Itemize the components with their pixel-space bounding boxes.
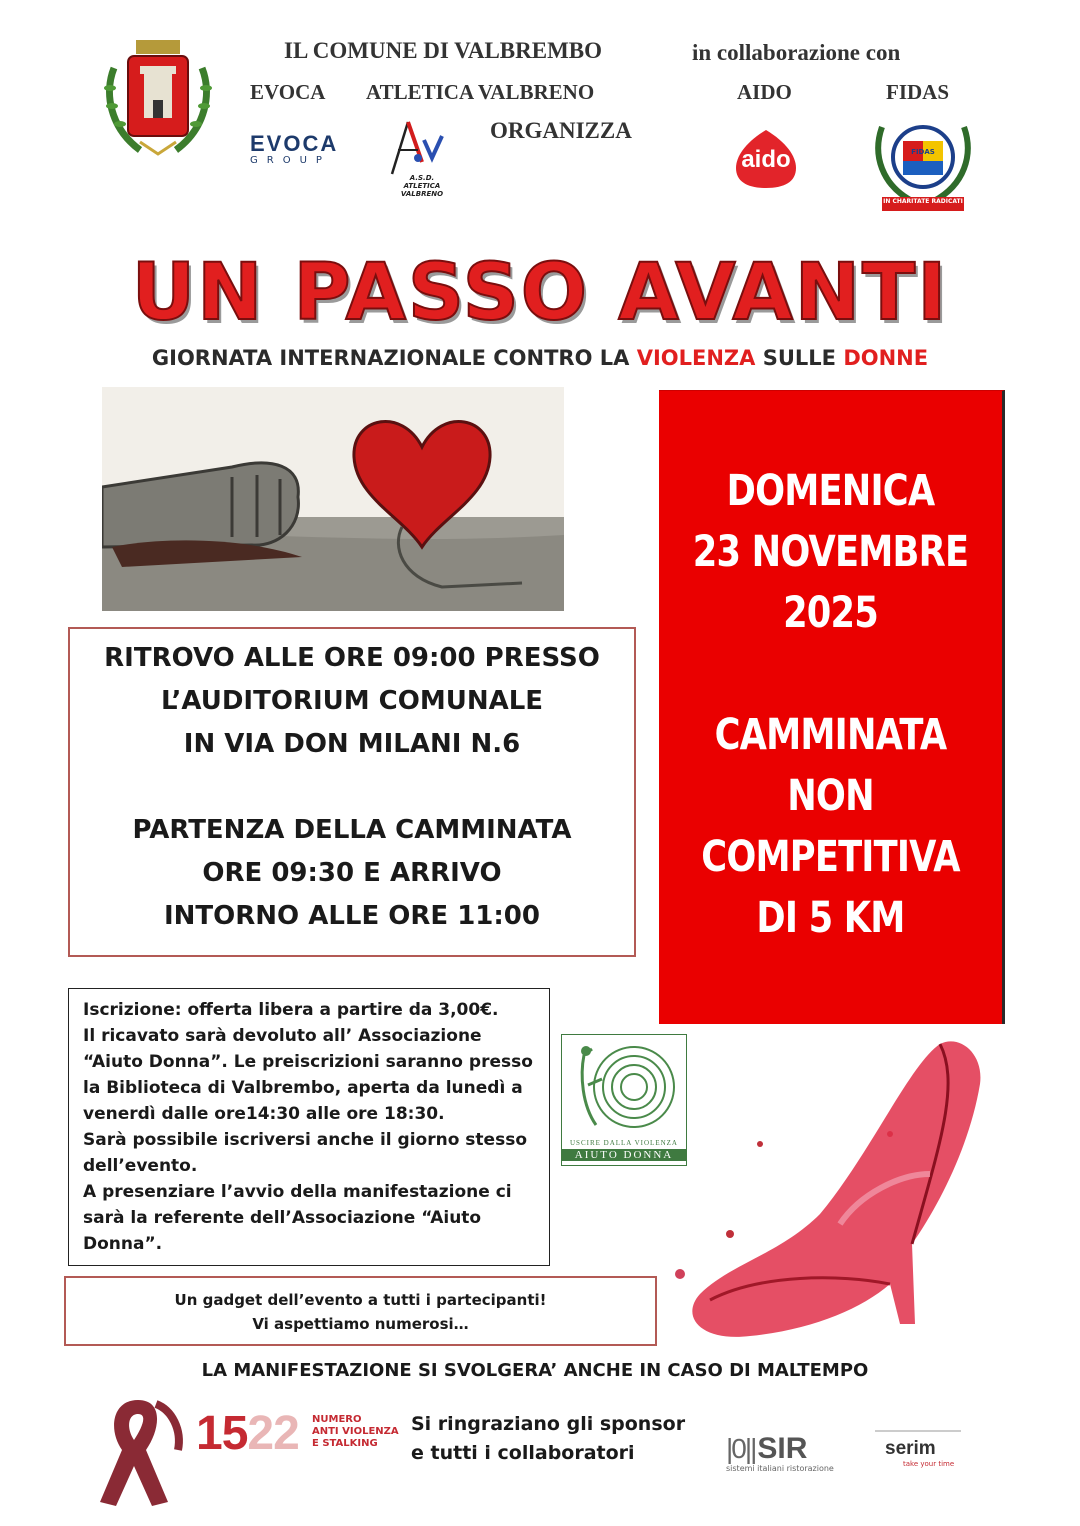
date-day: DOMENICA (726, 466, 935, 516)
serim-logo-sub: take your time (903, 1460, 955, 1468)
thanks-l1: Si ringraziano gli sponsor (411, 1413, 686, 1435)
hotline-lab2: ANTI VIOLENZA (312, 1426, 399, 1437)
reg-l6: Sarà possibile iscriversi anche il giorno stesso (83, 1130, 527, 1150)
header-atletica: ATLETICA VALBRENO (366, 80, 595, 104)
reg-l1: Iscrizione: offerta libera a partire da 3,00€. (83, 1000, 499, 1020)
gadget-l1: Un gadget dell’evento a tutti i partecipanti! (174, 1291, 547, 1309)
header-comune: IL COMUNE DI VALBREMBO (284, 38, 603, 63)
hotline-lab1: NUMERO (312, 1414, 362, 1425)
red-shoe-illustration (640, 1024, 1020, 1356)
aido-logo-text: aido (741, 146, 791, 173)
meeting-l5: ORE 09:30 E ARRIVO (202, 858, 502, 888)
weather-notice: LA MANIFESTAZIONE SI SVOLGERA’ ANCHE IN CASO DI MALTEMPO (201, 1360, 869, 1381)
hotline-lab3: E STALKING (312, 1438, 378, 1449)
sir-logo-text: SIR (757, 1432, 808, 1465)
meeting-l6: INTORNO ALLE ORE 11:00 (164, 901, 540, 931)
aiuto-donna-top: USCIRE DALLA VIOLENZA (570, 1139, 678, 1147)
event-title: UN PASSO AVANTI (131, 248, 949, 338)
hotline-n1: 15 (196, 1407, 248, 1460)
gadget-l2: Vi aspettiamo numerosi… (252, 1315, 469, 1333)
header-evoca: EVOCA (250, 80, 326, 104)
date-year: 2025 (783, 588, 878, 638)
subtitle-part1: GIORNATA INTERNAZIONALE CONTRO LA (151, 346, 637, 370)
header-aido: AIDO (737, 80, 792, 104)
reg-l8: A presenziare l’avvio della manifestazione ci (83, 1182, 512, 1202)
sir-logo (726, 1432, 834, 1473)
subtitle-violenza: VIOLENZA (636, 346, 756, 370)
aiuto-donna-name: AIUTO DONNA (562, 1149, 686, 1161)
sir-logo-sub: sistemi italiani ristorazione (726, 1464, 834, 1473)
date-month: 23 NOVEMBRE (692, 527, 969, 577)
event-subtitle (0, 346, 1080, 370)
registration-box (68, 988, 550, 1266)
header-organizza: ORGANIZZA (490, 118, 632, 143)
fidas-ribbon-text: IN CHARITATE RADICATI (883, 198, 963, 205)
walk-type-2: NON (787, 771, 874, 821)
thanks-l2: e tutti i collaboratori (411, 1442, 635, 1464)
fist-heart-illustration (102, 387, 564, 611)
walk-type-1: CAMMINATA (714, 710, 947, 760)
reg-l4: la Biblioteca di Valbrembo, aperta da lunedì a (83, 1078, 523, 1098)
evoca-logo: EVOCA (250, 131, 339, 156)
date-box (659, 390, 1005, 1024)
reg-l5: venerdì dalle ore14:30 alle ore 18:30. (83, 1104, 445, 1124)
reg-l10: Donna”. (83, 1234, 163, 1254)
subtitle-donne: DONNE (843, 346, 929, 370)
coat-of-arms-icon (100, 38, 216, 158)
sponsor-thanks (411, 1410, 685, 1468)
reg-l3: “Aiuto Donna”. Le preiscrizioni saranno presso (83, 1052, 533, 1072)
hotline-label (312, 1414, 399, 1450)
walk-type-3: COMPETITIVA (701, 832, 960, 882)
reg-l2: Il ricavato sarà devoluto all’ Associazione (83, 1026, 482, 1046)
reg-l7: dell’evento. (83, 1156, 198, 1176)
meeting-l2: L’AUDITORIUM COMUNALE (160, 686, 544, 716)
meeting-l4: PARTENZA DELLA CAMMINATA (132, 815, 572, 845)
hotline-number (196, 1406, 299, 1461)
serim-logo (875, 1430, 961, 1478)
ribbon-icon (92, 1390, 188, 1512)
header-fidas: FIDAS (886, 80, 950, 104)
atletica-logo-text: A.S.D. ATLETICA VALBRENO (400, 174, 444, 198)
fidas-logo-text: FIDAS (911, 148, 935, 156)
meeting-l1: RITROVO ALLE ORE 09:00 PRESSO (104, 643, 600, 673)
walk-distance: DI 5 KM (756, 893, 905, 943)
hotline-n2: 22 (247, 1407, 299, 1460)
atletica-logo-icon (388, 118, 446, 178)
meeting-box (68, 627, 636, 957)
header-collab: in collaborazione con (692, 40, 901, 65)
evoca-group: GROUP (250, 155, 331, 166)
reg-l9: sarà la referente dell’Associazione “Aiuto (83, 1208, 482, 1228)
meeting-l3: IN VIA DON MILANI N.6 (183, 729, 521, 759)
serim-logo-text: serim (885, 1438, 936, 1459)
sir-bars-icon: |0|| (726, 1433, 756, 1464)
subtitle-part2: SULLE (755, 346, 844, 370)
gadget-box (64, 1276, 657, 1346)
